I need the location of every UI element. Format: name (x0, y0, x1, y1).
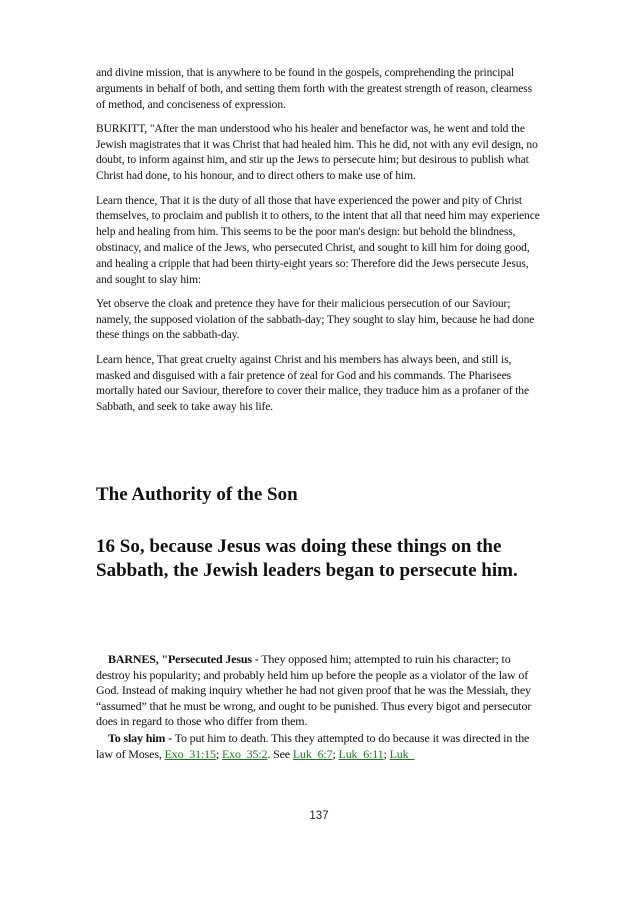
commentary-paragraphs (96, 66, 544, 424)
separator: . See (267, 746, 293, 761)
separator: ; (215, 746, 222, 761)
scripture-link[interactable]: Exo_31:15 (164, 746, 216, 761)
paragraph: Learn hence, That great cruelty against Christ and his members has always been, and still is, masked and disguised with a fair pretence of zeal for God and his commands. The Pharisees mortally hated our Saviour, therefore to cover their malice, they traduce him as a profaner of the Sabbath, and seek to take away his life. (96, 353, 529, 414)
scripture-link[interactable]: Luk_6:11 (338, 746, 384, 761)
paragraph: and divine mission, that is anywhere to be found in the gospels, comprehending the principal arguments in behalf of both, and setting them forth with the greatest strength of reason, clearness of method, and conciseness of expression. (96, 67, 533, 111)
slay-lead: To slay him - (108, 730, 172, 745)
page-number: 137 (309, 810, 329, 822)
slay-text: To put him to death. This they attempted to do because it was directed in the law of Moses, (96, 730, 530, 761)
separator: ; (383, 746, 390, 761)
paragraph: Learn thence, That it is the duty of all those that have experienced the power and pity of Christ themselves, to proclaim and publish it to others, to the intent that all that need him may experience help and healing from him. This seems to be the poor man's design: but behold the blindness, obstinacy, and malice of the Jews, who persecuted Christ, and sought to kill him for doing good, and healing a cripple that had been thirty-eight years so: Therefore did the Jews persecute Jesus, and sought to slay him: (96, 194, 540, 286)
separator: ; (332, 746, 339, 761)
paragraph: BURKITT, "After the man understood who his healer and benefactor was, he went and told the Jewish magistrates that it was Christ that had healed him. This he did, not with any evil design, no doubt, to inform against him, and stir up the Jews to persecute him; but desirous to publish what Christ had done, to his honour, and to direct others to make use of him. (96, 122, 538, 183)
scripture-link[interactable]: Exo_35:2 (221, 746, 268, 761)
verse-heading: 16 So, because Jesus was doing these things on the Sabbath, the Jewish leaders began to persecute him. (96, 536, 518, 581)
paragraph: Yet observe the cloak and pretence they have for their malicious persecution of our Saviour; namely, the supposed violation of the sabbath-day; They sought to slay him, because he had done these things on the sabbath-day. (96, 297, 535, 342)
barnes-paragraph (96, 652, 544, 730)
barnes-commentary (96, 652, 544, 763)
scripture-link[interactable]: Luk_6:7 (292, 746, 333, 761)
slay-paragraph (96, 731, 544, 762)
barnes-text: They opposed him; attempted to ruin his character; to destroy his popularity; and probably held him up before the people as a violator of the law of God. Instead of making inquiry whether he had not given proof that he was the Messiah, they “assumed” that he must be wrong, and ought to be punished. Thus every bigot and persecutor does in regard to those who differ from them. (96, 652, 532, 729)
barnes-lead: BARNES, "Persecuted Jesus - (108, 652, 259, 666)
section-heading: The Authority of the Son (96, 484, 298, 505)
scripture-link[interactable]: Luk_ (389, 746, 415, 761)
